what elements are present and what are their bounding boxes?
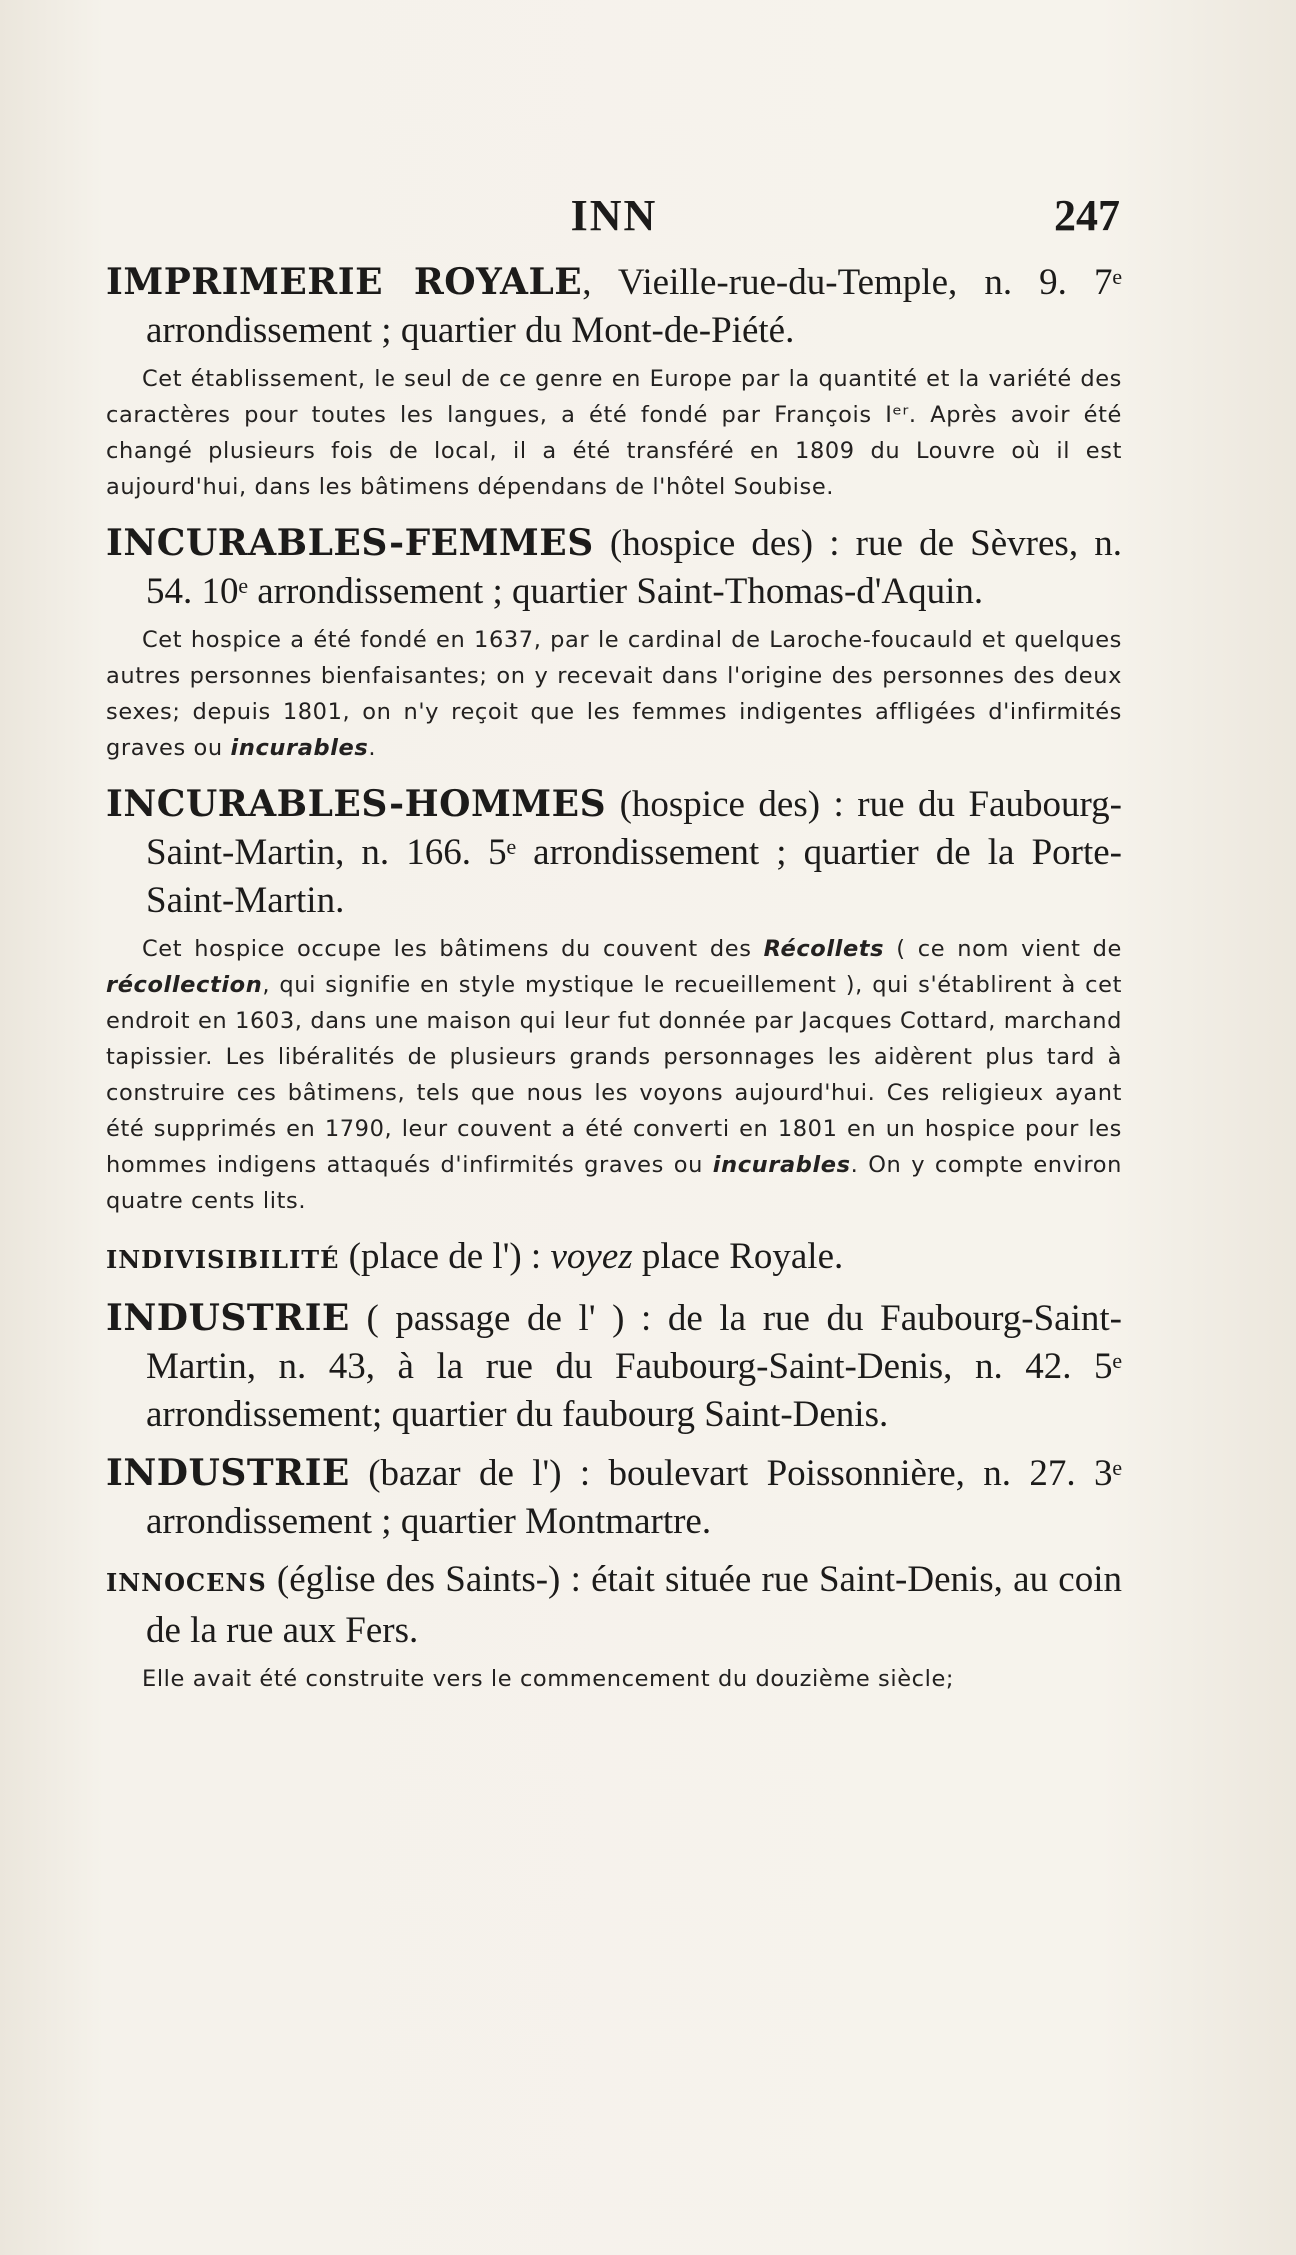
entry-description: [106, 931, 1122, 1219]
description-text: .: [368, 735, 377, 761]
description-text: Cet hospice a été fondé en 1637, par le cardinal de Laroche-foucauld et quelques autres personnes bienfaisantes; on y recevait dans l'origine des personnes des deux sexes; depuis 1801, on n'y reçoit que les femmes indigentes affligées d'infirmités graves ou: [106, 627, 1122, 761]
entry-address: (place de l') :: [339, 1236, 551, 1277]
entry-headword: INCURABLES-HOMMES: [106, 783, 607, 825]
description-text: ( ce nom vient de: [884, 936, 1122, 962]
cross-reference: voyez: [550, 1236, 633, 1277]
spacer: [106, 1439, 1122, 1449]
description-emphasis: Récollets: [763, 936, 885, 962]
entry-description: [106, 622, 1122, 766]
running-head: INN: [570, 191, 658, 240]
entry-industrie-bazar: [106, 1449, 1122, 1546]
entry-headword: IMPRIMERIE ROYALE: [106, 261, 583, 303]
entry-headword: INCURABLES-FEMMES: [106, 522, 594, 564]
entry-address: place Royale.: [632, 1236, 844, 1277]
entry-address: (hospice des) : rue de Sèvres, n. 54. 10ᵉ arrondissement ; quartier Saint-Thomas-d'Aquin.: [146, 523, 1122, 612]
entry-headword: INNOCENS: [106, 1568, 267, 1597]
entry-address: ( passage de l' ) : de la rue du Faubourg-Saint-Martin, n. 43, à la rue du Faubourg-Saint-Denis, n. 42. 5ᵉ arrondissement; quartier du faubourg Saint-Denis.: [146, 1298, 1122, 1435]
entry-address: (bazar de l') : boulevart Poissonnière, n. 27. 3ᵉ arrondissement ; quartier Montmartre.: [146, 1453, 1122, 1542]
spacer: [106, 1284, 1122, 1294]
dictionary-entries: [106, 258, 1122, 1711]
description-emphasis: récollection: [106, 972, 263, 998]
entry-headline: [106, 780, 1122, 925]
entry-incurables-hommes: [106, 780, 1122, 1219]
entry-address: , Vieille-rue-du-Temple, n. 9. 7ᵉ arrondissement ; quartier du Mont-de-Piété.: [146, 262, 1122, 351]
description-text: . On y compte environ quatre cents lits.: [106, 1152, 1122, 1214]
entry-headline: [106, 1556, 1122, 1655]
entry-headline: [106, 519, 1122, 616]
entry-innocens: [106, 1556, 1122, 1697]
page-header: [108, 190, 1120, 250]
entry-headword: INDUSTRIE: [106, 1452, 350, 1494]
entry-address: (hospice des) : rue du Faubourg-Saint-Martin, n. 166. 5ᵉ arrondissement ; quartier de la Porte-Saint-Martin.: [146, 784, 1122, 921]
entry-indivisibilite: [106, 1233, 1122, 1284]
entry-description: Elle avait été construite vers le commencement du douzième siècle;: [142, 1666, 955, 1692]
entry-incurables-femmes: [106, 519, 1122, 766]
page-number: 247: [1054, 191, 1120, 240]
entry-headline: [106, 1233, 1122, 1284]
entry-headline: [106, 1294, 1122, 1439]
entry-imprimerie-royale: [106, 258, 1122, 505]
spacer: [106, 1546, 1122, 1556]
description-emphasis: incurables: [712, 1152, 851, 1178]
entry-address: (église des Saints-) : était située rue Saint-Denis, au coin de la rue aux Fers.: [146, 1559, 1122, 1651]
entry-description: Cet établissement, le seul de ce genre en Europe par la quantité et la variété des caractères pour toutes les langues, a été fondé par François Iᵉʳ. Après avoir été changé plusieurs fois de local, il a été transféré en 1809 du Louvre où il est aujourd'hui, dans les bâtimens dépendans de l'hôtel Soubise.: [106, 366, 1122, 500]
entry-headword: INDUSTRIE: [106, 1297, 350, 1339]
entry-headline: [106, 1449, 1122, 1546]
description-text: Cet hospice occupe les bâtimens du couvent des: [142, 936, 764, 962]
entry-headline: [106, 258, 1122, 355]
entry-industrie-passage: [106, 1294, 1122, 1439]
description-text: , qui signifie en style mystique le recueillement ), qui s'établirent à cet endroit en 1603, dans une maison qui leur fut donnée par Jacques Cottard, marchand tapissier. Les libéralités de plusieurs grands personnages les aidèrent plus tard à construire ces bâtimens, tels que nous les voyons aujourd'hui. Ces religieux ayant été supprimés en 1790, leur couvent a été converti en 1801 en un hospice pour les hommes indigens attaqués d'infirmités graves ou: [106, 972, 1122, 1178]
entry-headword: INDIVISIBILITÉ: [106, 1245, 340, 1274]
description-emphasis: incurables: [230, 735, 369, 761]
